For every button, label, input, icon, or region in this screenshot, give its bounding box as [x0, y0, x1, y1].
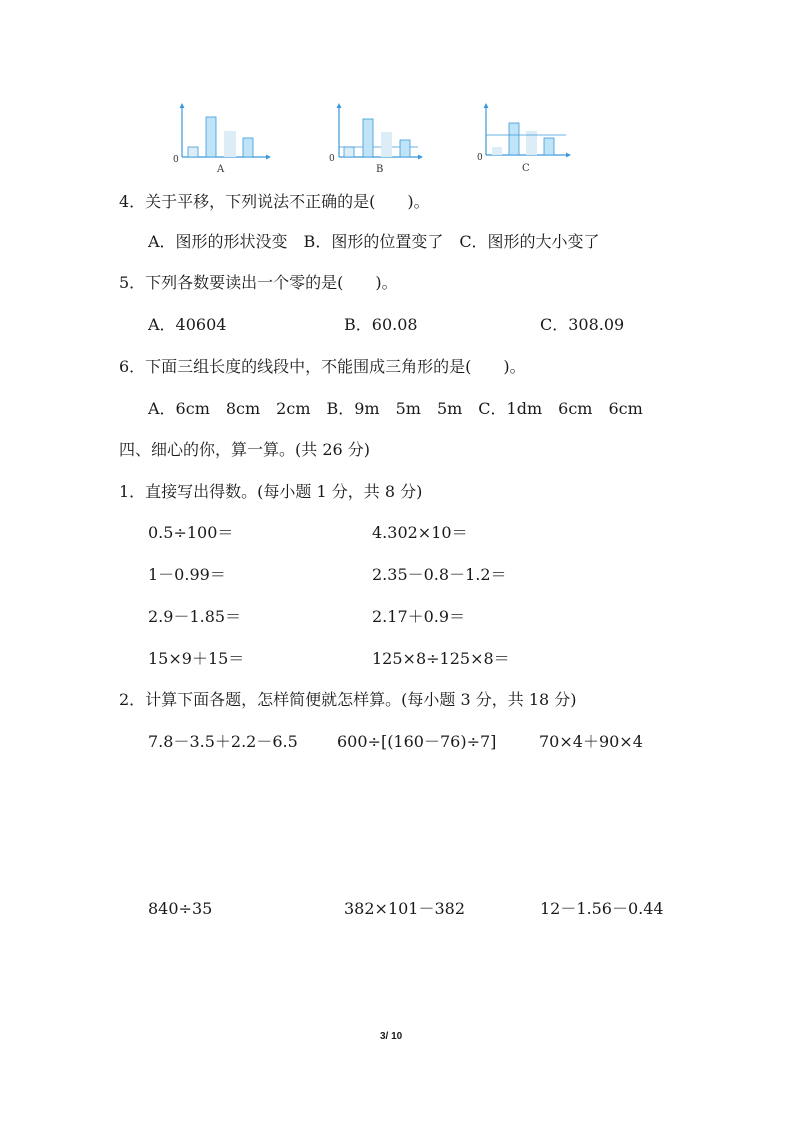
calc-problem: 382×101－382: [344, 899, 466, 918]
figure-a-graph: [170, 100, 280, 175]
figure-label: B: [376, 164, 384, 175]
calc-problem: 600÷[(160－76)÷7]: [337, 732, 497, 751]
calc-problem: 70×4＋90×4: [539, 732, 643, 751]
oral-calc-item: 0.5÷100＝: [148, 523, 234, 542]
oral-calc-item: 2.17＋0.9＝: [372, 607, 466, 626]
oral-calc-item: 4.302×10＝: [372, 523, 468, 542]
question-4-options: A．图形的形状没变 B．图形的位置变了 C．图形的大小变了: [148, 232, 600, 251]
origin-label: 0: [329, 154, 335, 164]
y-axis-arrow: [180, 103, 185, 108]
bar: [363, 119, 373, 157]
oral-calc-item: 1－0.99＝: [148, 565, 226, 584]
oral-calc-item: 125×8÷125×8＝: [372, 649, 510, 668]
calc-problem: 7.8－3.5＋2.2－6.5: [148, 732, 298, 751]
y-axis-arrow: [337, 103, 342, 108]
bar: [509, 123, 519, 155]
calc-problem: 12－1.56－0.44: [540, 899, 664, 918]
bar: [492, 147, 502, 155]
origin-label: 0: [173, 155, 179, 165]
x-axis-arrow: [266, 155, 271, 160]
oral-calc-item: 2.35－0.8－1.2＝: [372, 565, 507, 584]
bar: [400, 140, 410, 157]
figure-b-graph: [326, 100, 436, 175]
figure-b: [326, 100, 436, 175]
part-2-title: 2．计算下面各题，怎样简便就怎样算。(每小题 3 分，共 18 分): [119, 690, 577, 709]
figure-c-graph: [474, 100, 584, 175]
bar: [188, 147, 198, 157]
question-4-stem: 4．关于平移，下列说法不正确的是( )。: [119, 192, 430, 211]
origin-label: 0: [477, 153, 483, 163]
oral-calc-item: 15×9＋15＝: [148, 649, 245, 668]
bar: [344, 147, 354, 157]
figure-c: [474, 100, 584, 175]
question-6-stem: 6．下面三组长度的线段中，不能围成三角形的是( )。: [119, 357, 526, 376]
question-6-options: A．6cm 8cm 2cm B．9m 5m 5m C．1dm 6cm 6cm: [148, 399, 643, 418]
page-number: 3/ 10: [380, 1031, 403, 1042]
part-1-title: 1．直接写出得数。(每小题 1 分，共 8 分): [119, 482, 423, 501]
section-4-heading: 四、细心的你，算一算。(共 26 分): [119, 440, 371, 459]
bar: [224, 131, 236, 157]
bar: [243, 138, 253, 157]
bar: [381, 132, 392, 157]
bar: [206, 117, 216, 157]
bar: [544, 138, 554, 155]
figure-label: C: [522, 163, 530, 174]
x-axis-arrow: [418, 155, 423, 160]
y-axis-arrow: [484, 103, 489, 108]
question-5-option-c: C．308.09: [540, 315, 625, 334]
question-5-option-b: B．60.08: [344, 315, 418, 334]
oral-calc-item: 2.9－1.85＝: [148, 607, 242, 626]
x-axis-arrow: [566, 153, 571, 158]
figure-a: [170, 100, 280, 175]
figure-label: A: [217, 164, 225, 175]
calc-problem: 840÷35: [148, 899, 213, 918]
question-5-stem: 5．下列各数要读出一个零的是( )。: [119, 273, 398, 292]
question-5-option-a: A．40604: [148, 315, 227, 334]
